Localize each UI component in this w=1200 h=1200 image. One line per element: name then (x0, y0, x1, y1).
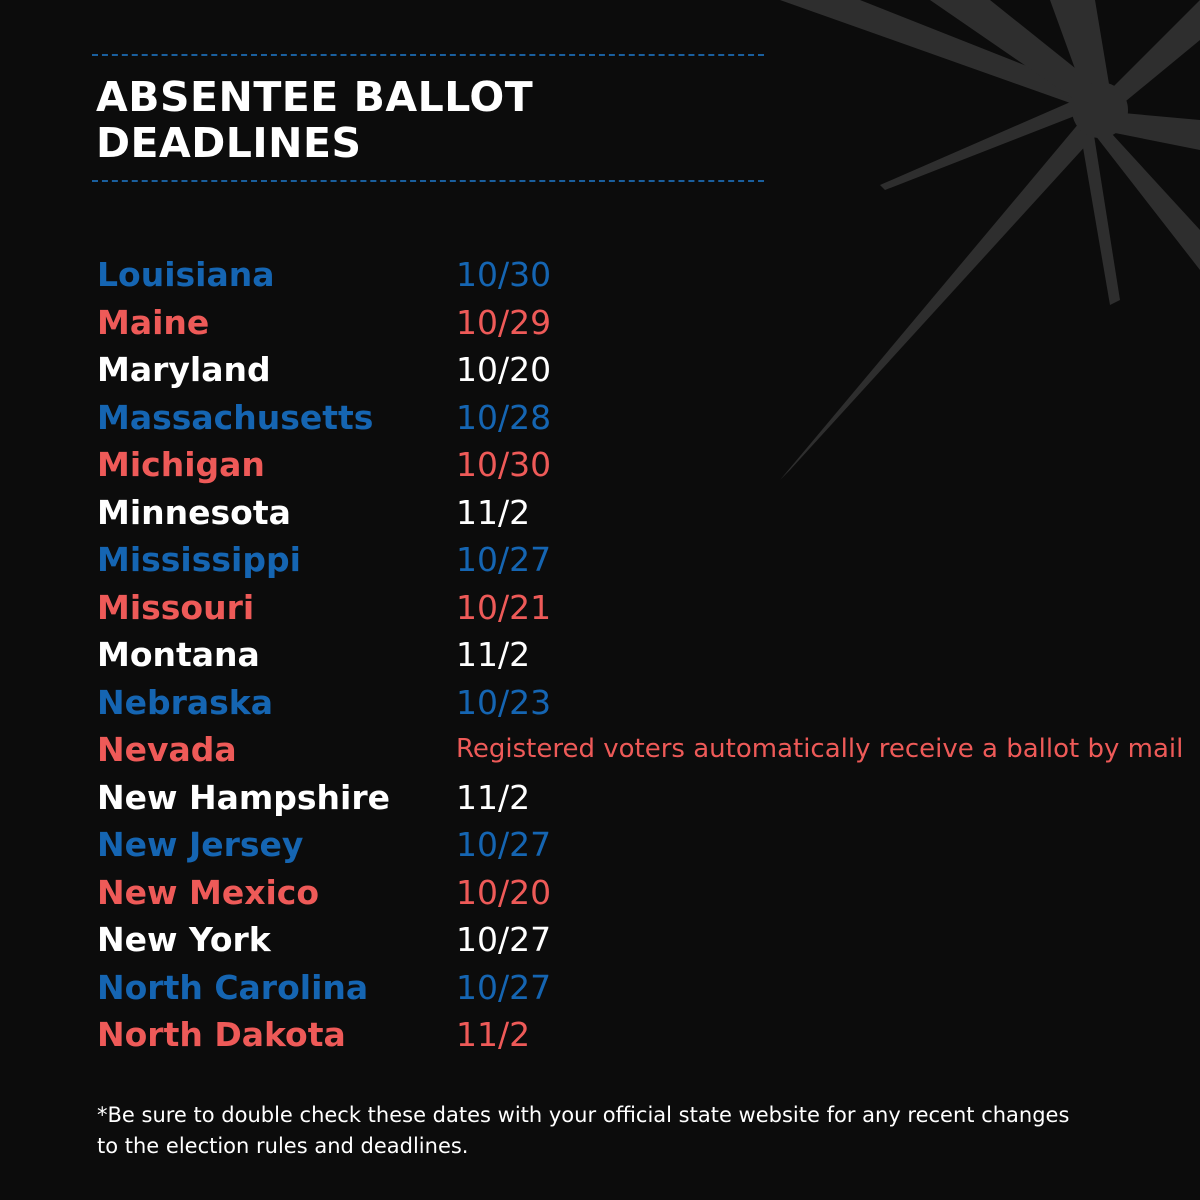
state-name: New Mexico (97, 872, 320, 912)
footnote (97, 1100, 1097, 1162)
deadline-date: 10/23 (456, 682, 552, 722)
state-name: Montana (97, 635, 260, 674)
header (92, 54, 764, 182)
footnote-line-1: *Be sure to double check these dates with your official state website for any recent changes (97, 1103, 1070, 1127)
state-name: Minnesota (97, 492, 291, 532)
state-name: North Dakota (97, 1015, 346, 1054)
deadline-date: Registered voters automatically receive a ballot by mail (456, 734, 1184, 764)
state-name: Nebraska (97, 682, 274, 722)
deadline-date: 10/27 (456, 540, 552, 579)
deadline-date: 10/20 (456, 872, 552, 912)
state-name: North Carolina (97, 967, 369, 1007)
state-name: Michigan (97, 445, 265, 484)
footnote-line-2: to the election rules and deadlines. (97, 1134, 469, 1158)
state-name: Missouri (97, 587, 255, 627)
deadline-date: 11/2 (456, 492, 531, 532)
deadline-date: 10/20 (456, 350, 552, 389)
state-name: Louisiana (97, 255, 275, 294)
state-name: New Jersey (97, 825, 304, 864)
state-name: Maryland (97, 350, 271, 389)
deadline-date: 10/29 (456, 302, 552, 342)
deadline-date: 10/27 (456, 825, 552, 864)
state-name: New Hampshire (97, 777, 390, 817)
deadline-date: 10/27 (456, 920, 552, 959)
state-name: Massachusetts (97, 397, 374, 437)
deadline-date: 10/27 (456, 967, 552, 1007)
deadline-date: 10/28 (456, 397, 552, 437)
bottom-dashed-rule (92, 180, 764, 182)
deadline-date: 10/21 (456, 587, 552, 627)
page-title: ABSENTEE BALLOT DEADLINES (96, 73, 534, 167)
state-name: Maine (97, 302, 210, 342)
deadline-date: 11/2 (456, 635, 531, 674)
state-name: Mississippi (97, 540, 301, 579)
top-dashed-rule (92, 54, 764, 56)
state-name: New York (97, 920, 271, 959)
deadline-date: 11/2 (456, 777, 531, 817)
deadline-date: 10/30 (456, 445, 552, 484)
state-name: Nevada (97, 730, 237, 769)
deadline-date: 10/30 (456, 255, 552, 294)
deadline-date: 11/2 (456, 1015, 531, 1054)
